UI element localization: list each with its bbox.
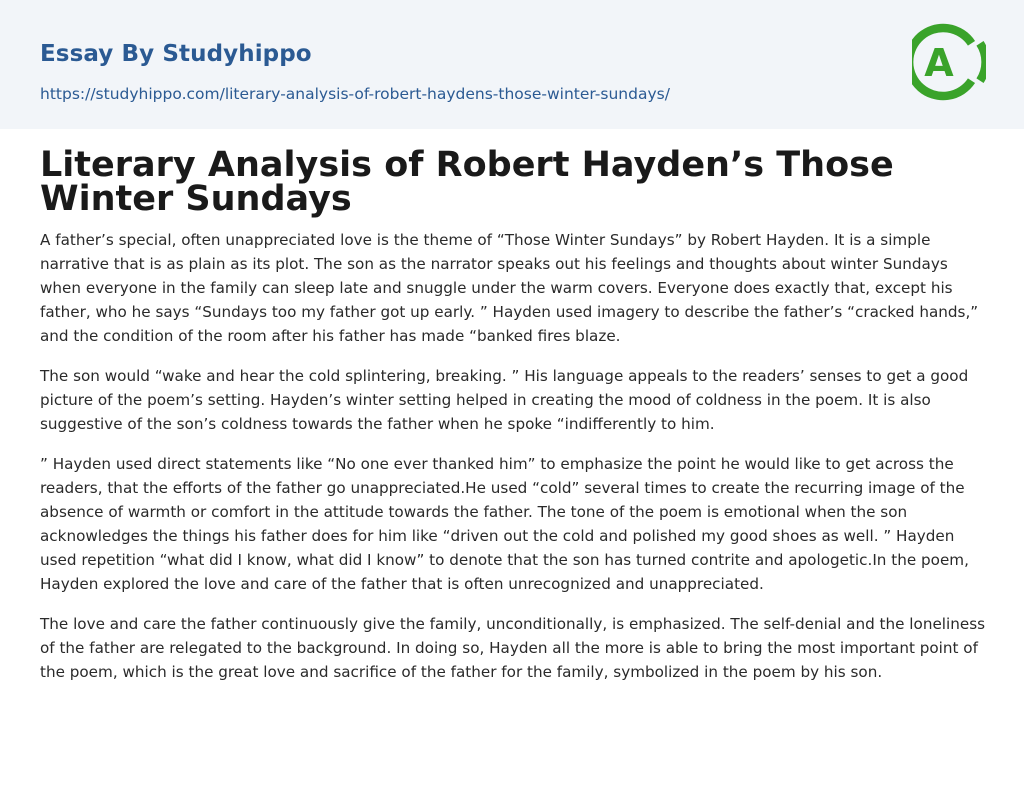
essay-paragraph: ” Hayden used direct statements like “No one ever thanked him” to emphasize the point he would like to get across the readers, that the efforts of the father go unappreciated.He used “cold” several times to create the recurring image of the absence of warmth or comfort in the attitude towards the father. The tone of the poem is emotional when the son acknowledges the things his father does for him like “driven out the cold and polished my good shoes as well. ” Hayden used repetition “what did I know, what did I know” to denote that the son has turned contrite and apologetic.In the poem, Hayden explored the love and care of the father that is often unrecognized and unappreciated. bbox=[40, 455, 969, 593]
essay-title: Literary Analysis of Robert Hayden’s Those Winter Sundays bbox=[40, 145, 894, 219]
logo-letter: A bbox=[924, 41, 954, 85]
page-header bbox=[0, 0, 1024, 129]
essay-body bbox=[40, 228, 990, 700]
studyhippo-logo-icon[interactable] bbox=[912, 19, 986, 105]
essay-paragraph: The son would “wake and hear the cold splintering, breaking. ” His language appeals to the readers’ senses to get a good picture of the poem’s setting. Hayden’s winter setting helped in creating the mood of coldness in the poem. It is also suggestive of the son’s coldness towards the father when he spoke “indifferently to him. bbox=[40, 367, 969, 433]
essay-url-link[interactable]: https://studyhippo.com/literary-analysis-of-robert-haydens-those-winter-sundays/ bbox=[40, 85, 670, 103]
essay-paragraph: A father’s special, often unappreciated love is the theme of “Those Winter Sundays” by Robert Hayden. It is a simple narrative that is as plain as its plot. The son as the narrator speaks out his feelings and thoughts about winter Sundays when everyone in the family can sleep late and snuggle under the warm covers. Everyone does exactly that, except his father, who he says “Sundays too my father got up early. ” Hayden used imagery to describe the father’s “cracked hands,” and the condition of the room after his father has made “banked fires blaze. bbox=[40, 231, 979, 345]
essay-paragraph: The love and care the father continuously give the family, unconditionally, is emphasized. The self-denial and the loneliness of the father are relegated to the background. In doing so, Hayden all the more is able to bring the most important point of the poem, which is the great love and sacrifice of the father for the family, symbolized in the poem by his son. bbox=[40, 615, 986, 681]
site-brand[interactable]: Essay By Studyhippo bbox=[40, 41, 312, 67]
